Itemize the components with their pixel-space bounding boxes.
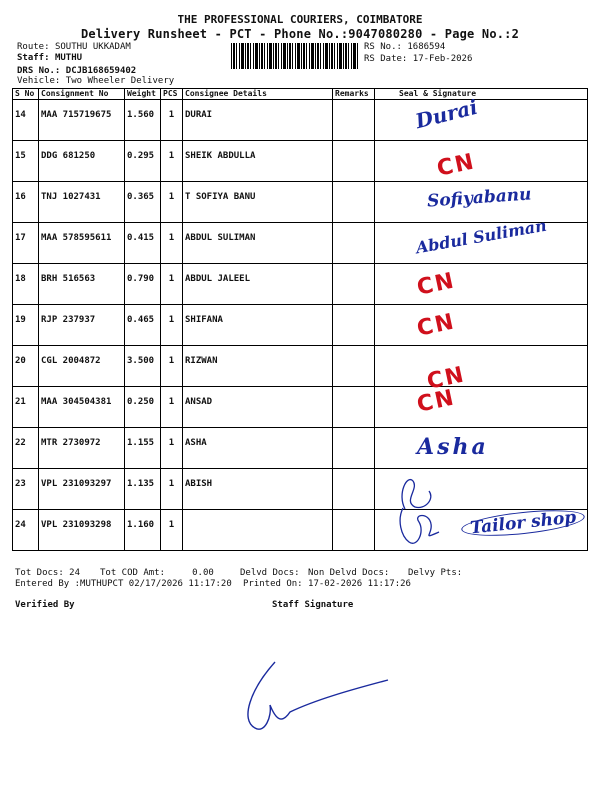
entered-by: Entered By :MUTHUPCT 02/17/2026 11:17:20 (15, 579, 232, 589)
cell-consignee: ASHA (183, 428, 333, 469)
cell-consignment: RJP 237937 (39, 305, 125, 346)
cell-pcs: 1 (161, 510, 183, 551)
cell-sno: 23 (13, 469, 39, 510)
cell-signature (375, 428, 588, 469)
cell-signature (375, 182, 588, 223)
cell-sno: 17 (13, 223, 39, 264)
table-row (13, 469, 588, 510)
delvd-docs: Delvd Docs: (240, 568, 300, 578)
runsheet-table (12, 88, 588, 551)
table-row (13, 141, 588, 182)
cell-pcs: 1 (161, 223, 183, 264)
cell-sno: 15 (13, 141, 39, 182)
rs-date-value: 17-Feb-2026 (412, 54, 473, 64)
cell-pcs: 1 (161, 305, 183, 346)
cell-consignment: CGL 2004872 (39, 346, 125, 387)
col-remarks: Remarks (333, 89, 375, 100)
col-sno: S No (13, 89, 39, 100)
cell-signature (375, 387, 588, 428)
cell-pcs: 1 (161, 141, 183, 182)
vehicle-label: Vehicle: (17, 76, 61, 86)
cell-weight: 0.415 (125, 223, 161, 264)
cell-pcs: 1 (161, 182, 183, 223)
rs-date-line (364, 54, 472, 65)
staff-line (17, 53, 82, 64)
cell-pcs: 1 (161, 469, 183, 510)
cell-signature (375, 94, 588, 141)
delvy-pts: Delvy Pts: (408, 568, 463, 578)
table-row (13, 305, 588, 346)
staff-label: Staff: (17, 53, 50, 63)
printed-on: Printed On: 17-02-2026 11:17:26 (243, 579, 411, 589)
cell-consignee: ANSAD (183, 387, 333, 428)
handwritten-signature: Asha (417, 434, 489, 460)
scribble-signature (395, 502, 455, 550)
cell-consignment: MAA 304504381 (39, 387, 125, 428)
vehicle-value: Two Wheeler Delivery (65, 76, 175, 86)
cell-remarks (333, 182, 375, 223)
cell-sno: 18 (13, 264, 39, 305)
tot-cod-amt: Tot COD Amt: 0.00 (100, 568, 214, 578)
cell-signature (375, 507, 588, 551)
rs-date-label: RS Date: (364, 54, 408, 64)
cell-consignment: VPL 231093297 (39, 469, 125, 510)
cn-stamp: CN (424, 362, 468, 395)
cell-weight: 1.560 (125, 100, 161, 141)
table-header (13, 89, 588, 100)
cell-sno: 22 (13, 428, 39, 469)
table-row (13, 387, 588, 428)
cell-pcs: 1 (161, 346, 183, 387)
table-row (13, 510, 588, 551)
staff-signature-label: Staff Signature (272, 600, 354, 610)
cell-consignee: ABDUL SULIMAN (183, 223, 333, 264)
cell-signature (375, 264, 588, 305)
col-seal-signature: Seal & Signature (375, 89, 588, 100)
cell-remarks (333, 469, 375, 510)
cell-consignee: ABISH (183, 469, 333, 510)
cell-remarks (333, 264, 375, 305)
rs-no-label: RS No.: (364, 42, 402, 52)
cell-consignment: BRH 516563 (39, 264, 125, 305)
runsheet-title: Delivery Runsheet - PCT - Phone No.:9047080280 - Page No.:2 (80, 27, 520, 41)
rs-no-value: 1686594 (407, 42, 446, 52)
cell-pcs: 1 (161, 100, 183, 141)
cell-consignment: VPL 231093298 (39, 510, 125, 551)
cn-stamp: CN (414, 268, 458, 301)
cell-weight: 0.295 (125, 141, 161, 182)
cell-weight: 1.160 (125, 510, 161, 551)
cell-weight: 0.465 (125, 305, 161, 346)
table-row (13, 264, 588, 305)
cell-sno: 21 (13, 387, 39, 428)
cell-consignment: DDG 681250 (39, 141, 125, 182)
cell-weight: 1.135 (125, 469, 161, 510)
cell-remarks (333, 387, 375, 428)
cell-signature (375, 346, 588, 395)
non-delvd-docs: Non Delvd Docs: (308, 568, 390, 578)
cell-remarks (333, 346, 375, 387)
cell-sno: 24 (13, 510, 39, 551)
col-consignment: Consignment No (39, 89, 125, 100)
cell-consignment: MAA 715719675 (39, 100, 125, 141)
handwritten-signature: Durai (413, 94, 480, 134)
cell-remarks (333, 141, 375, 182)
cell-pcs: 1 (161, 387, 183, 428)
barcode (231, 43, 359, 69)
table-row (13, 223, 588, 264)
cell-consignee: T SOFIYA BANU (183, 182, 333, 223)
cell-weight: 0.365 (125, 182, 161, 223)
cell-consignee: ABDUL JALEEL (183, 264, 333, 305)
drs-value: DCJB168659402 (65, 66, 137, 76)
cell-sno: 20 (13, 346, 39, 387)
handwritten-signature: Sofiyabanu (426, 184, 533, 212)
cell-consignee (183, 510, 333, 551)
company-name: THE PROFESSIONAL COURIERS, COIMBATORE (177, 13, 423, 26)
cell-remarks (333, 305, 375, 346)
cell-consignee: DURAI (183, 100, 333, 141)
cell-consignment: TNJ 1027431 (39, 182, 125, 223)
cn-stamp: CN (434, 149, 478, 182)
table-row (13, 100, 588, 141)
tot-docs: Tot Docs: 24 (15, 568, 81, 578)
verified-by-label: Verified By (15, 600, 75, 610)
cell-consignment: MAA 578595611 (39, 223, 125, 264)
staff-handwritten-signature (220, 650, 400, 740)
cn-stamp: CN (414, 385, 458, 418)
table-row (13, 428, 588, 469)
rs-no-line (364, 42, 445, 53)
cell-pcs: 1 (161, 264, 183, 305)
col-consignee: Consignee Details (183, 89, 333, 100)
table-row (13, 346, 588, 387)
cell-sno: 14 (13, 100, 39, 141)
cell-consignee: SHIFANA (183, 305, 333, 346)
cell-consignee: SHEIK ABDULLA (183, 141, 333, 182)
cell-weight: 1.155 (125, 428, 161, 469)
table-row (13, 182, 588, 223)
cell-remarks (333, 223, 375, 264)
cell-pcs: 1 (161, 428, 183, 469)
cell-remarks (333, 510, 375, 551)
cell-signature (375, 305, 588, 346)
handwritten-signature: Tailor shop (460, 506, 586, 541)
vehicle-line (17, 76, 174, 87)
cell-signature (375, 141, 588, 182)
route-line (17, 42, 131, 53)
cell-consignment: MTR 2730972 (39, 428, 125, 469)
cell-signature (375, 215, 588, 264)
drs-label: DRS No.: (17, 66, 61, 76)
cell-consignee: RIZWAN (183, 346, 333, 387)
handwritten-signature: Abdul Suliman (414, 215, 548, 258)
cell-remarks (333, 100, 375, 141)
cell-weight: 0.790 (125, 264, 161, 305)
cell-weight: 0.250 (125, 387, 161, 428)
route-value: SOUTHU UKKADAM (54, 42, 131, 52)
cell-sno: 16 (13, 182, 39, 223)
col-weight: Weight (125, 89, 161, 100)
cell-weight: 3.500 (125, 346, 161, 387)
cell-remarks (333, 428, 375, 469)
col-pcs: PCS (161, 89, 183, 100)
staff-value: MUTHU (54, 53, 83, 63)
route-label: Route: (17, 42, 50, 52)
cn-stamp: CN (414, 309, 458, 342)
cell-sno: 19 (13, 305, 39, 346)
